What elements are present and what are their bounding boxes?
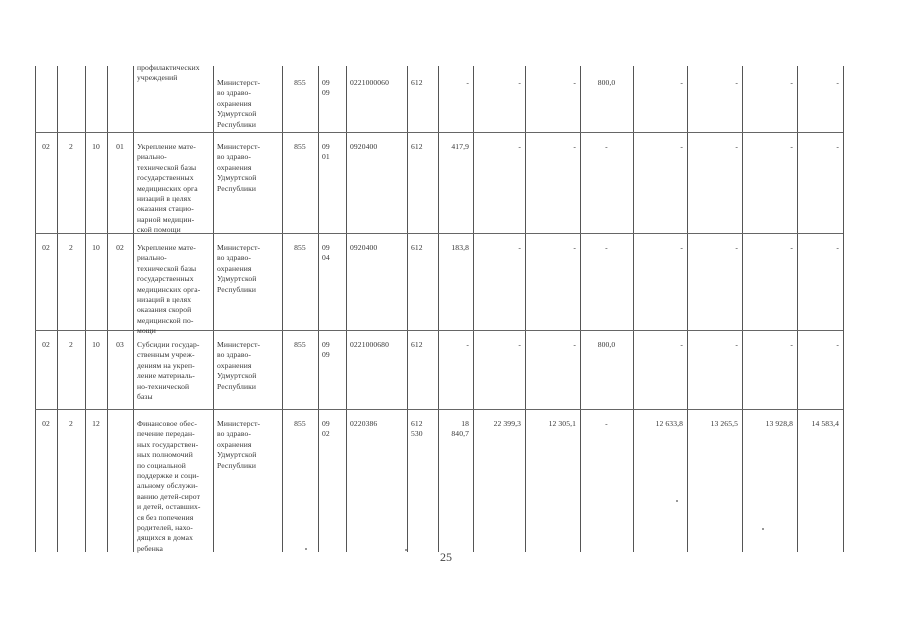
- table-cell-v3: 12 305,1: [548, 419, 576, 428]
- table-cell-ministry: Министерст- во здраво- охранения Удмуртской Республики: [217, 243, 261, 294]
- table-cell-ministry: Министерст- во здраво- охранения Удмуртской Республики: [217, 340, 261, 391]
- table-cell-v8: 14 583,4: [811, 419, 839, 428]
- table-cell-c2: 2: [69, 142, 73, 151]
- table-cell-v7: -: [790, 142, 793, 151]
- table-cell-name: Укрепление мате- риально- технической базы государственных медицинских орга низаций в целях оказания стацио- нарной медицин- ской помощи: [137, 142, 198, 235]
- table-cell-v7: -: [790, 78, 793, 87]
- table-cell-type: 612: [411, 142, 423, 151]
- table-cell-c2: 2: [69, 340, 73, 349]
- table-column-rule: [318, 66, 319, 552]
- table-column-rule: [107, 66, 108, 552]
- table-cell-v3: -: [573, 340, 576, 349]
- table-cell-v6: -: [735, 243, 738, 252]
- table-cell-v4: 800,0: [597, 78, 616, 87]
- scan-speck: [762, 528, 764, 530]
- table-cell-code: 855: [294, 340, 306, 349]
- table-column-rule: [843, 66, 844, 552]
- table-column-rule: [580, 66, 581, 552]
- table-row-rule: [35, 330, 843, 331]
- table-cell-v5: -: [680, 243, 683, 252]
- budget-table: [35, 63, 843, 553]
- table-cell-type: 612 530: [411, 419, 423, 439]
- table-cell-v8: -: [836, 243, 839, 252]
- table-cell-v6: -: [735, 78, 738, 87]
- table-cell-c1: 02: [42, 419, 50, 428]
- table-cell-v8: -: [836, 78, 839, 87]
- scan-speck: [305, 548, 307, 550]
- table-cell-code: 855: [294, 142, 306, 151]
- table-cell-c2: 2: [69, 419, 73, 428]
- table-cell-section: 09 01: [322, 142, 330, 162]
- scan-speck: [676, 500, 678, 502]
- table-cell-c1: 02: [42, 142, 50, 151]
- table-column-rule: [35, 66, 36, 552]
- table-cell-v1: -: [466, 78, 469, 87]
- table-cell-section: 09 09: [322, 78, 330, 98]
- table-cell-v5: 12 633,8: [655, 419, 683, 428]
- table-cell-target: 0221000060: [350, 78, 389, 87]
- table-cell-v2: -: [518, 78, 521, 87]
- table-cell-c3: 10: [92, 243, 100, 252]
- table-cell-c4: 03: [116, 340, 124, 349]
- table-cell-v6: -: [735, 142, 738, 151]
- table-cell-v7: 13 928,8: [765, 419, 793, 428]
- page-number: 25: [440, 550, 452, 564]
- table-cell-v1: 18 840,7: [451, 419, 469, 439]
- table-cell-v4: -: [605, 419, 608, 428]
- table-cell-v2: -: [518, 340, 521, 349]
- table-column-rule: [633, 66, 634, 552]
- table-cell-c3: 10: [92, 340, 100, 349]
- table-column-rule: [687, 66, 688, 552]
- table-column-rule: [85, 66, 86, 552]
- table-column-rule: [282, 66, 283, 552]
- table-cell-name: профилактических учреждений: [137, 63, 200, 83]
- table-cell-v2: -: [518, 142, 521, 151]
- table-cell-section: 09 02: [322, 419, 330, 439]
- table-cell-c3: 12: [92, 419, 100, 428]
- table-cell-v1: 183,8: [451, 243, 469, 252]
- table-cell-v1: -: [466, 340, 469, 349]
- table-cell-name: Укрепление мате- риально- технической базы государственных медицинских орга- низаций в целях оказания скорой медицинской по- мощи: [137, 243, 201, 336]
- table-cell-v5: -: [680, 142, 683, 151]
- table-cell-v8: -: [836, 142, 839, 151]
- table-column-rule: [346, 66, 347, 552]
- table-cell-c1: 02: [42, 243, 50, 252]
- table-cell-section: 09 09: [322, 340, 330, 360]
- table-cell-v2: 22 399,3: [493, 419, 521, 428]
- table-cell-ministry: Министерст- во здраво- охранения Удмуртской Республики: [217, 419, 261, 470]
- table-cell-v6: -: [735, 340, 738, 349]
- table-cell-v3: -: [573, 243, 576, 252]
- table-cell-name: Финансовое обес- печение передан- ных государствен- ных полномочий по социальной поддержке и соци- альному обслужи- ванию детей-сирот и детей, оставших- ся без попечения родителей, нахо- дящихся в домах ребенка: [137, 419, 201, 553]
- table-cell-c3: 10: [92, 142, 100, 151]
- table-cell-code: 855: [294, 243, 306, 252]
- table-cell-v2: -: [518, 243, 521, 252]
- table-cell-section: 09 04: [322, 243, 330, 263]
- table-cell-v6: 13 265,5: [710, 419, 738, 428]
- table-column-rule: [473, 66, 474, 552]
- table-cell-ministry: Министерст- во здраво- охранения Удмуртской Республики: [217, 78, 261, 129]
- table-cell-v4: -: [605, 243, 608, 252]
- table-cell-name: Субсидии государ- ственным учреж- дениям на укреп- ление материаль- но-технической базы: [137, 340, 200, 402]
- table-row-rule: [35, 409, 843, 410]
- table-cell-v4: -: [605, 142, 608, 151]
- table-cell-type: 612: [411, 78, 423, 87]
- table-cell-c4: 02: [116, 243, 124, 252]
- table-column-rule: [438, 66, 439, 552]
- table-cell-c1: 02: [42, 340, 50, 349]
- table-cell-target: 0220386: [350, 419, 378, 428]
- table-cell-v7: -: [790, 243, 793, 252]
- table-cell-type: 612: [411, 340, 423, 349]
- table-cell-v4: 800,0: [597, 340, 616, 349]
- table-cell-c2: 2: [69, 243, 73, 252]
- table-column-rule: [525, 66, 526, 552]
- table-column-rule: [133, 66, 134, 552]
- table-cell-c4: 01: [116, 142, 124, 151]
- table-cell-code: 855: [294, 78, 306, 87]
- table-column-rule: [742, 66, 743, 552]
- table-cell-v7: -: [790, 340, 793, 349]
- table-cell-target: 0221000680: [350, 340, 389, 349]
- table-row-rule: [35, 132, 843, 133]
- table-cell-target: 0920400: [350, 142, 378, 151]
- scan-speck: [405, 549, 407, 551]
- table-cell-v3: -: [573, 78, 576, 87]
- table-cell-v5: -: [680, 78, 683, 87]
- table-cell-type: 612: [411, 243, 423, 252]
- table-cell-v5: -: [680, 340, 683, 349]
- table-cell-v8: -: [836, 340, 839, 349]
- table-cell-v1: 417,9: [451, 142, 469, 151]
- table-cell-code: 855: [294, 419, 306, 428]
- table-column-rule: [797, 66, 798, 552]
- table-column-rule: [407, 66, 408, 552]
- table-column-rule: [213, 66, 214, 552]
- table-cell-v3: -: [573, 142, 576, 151]
- table-cell-ministry: Министерст- во здраво- охранения Удмуртской Республики: [217, 142, 261, 193]
- table-column-rule: [57, 66, 58, 552]
- table-cell-target: 0920400: [350, 243, 378, 252]
